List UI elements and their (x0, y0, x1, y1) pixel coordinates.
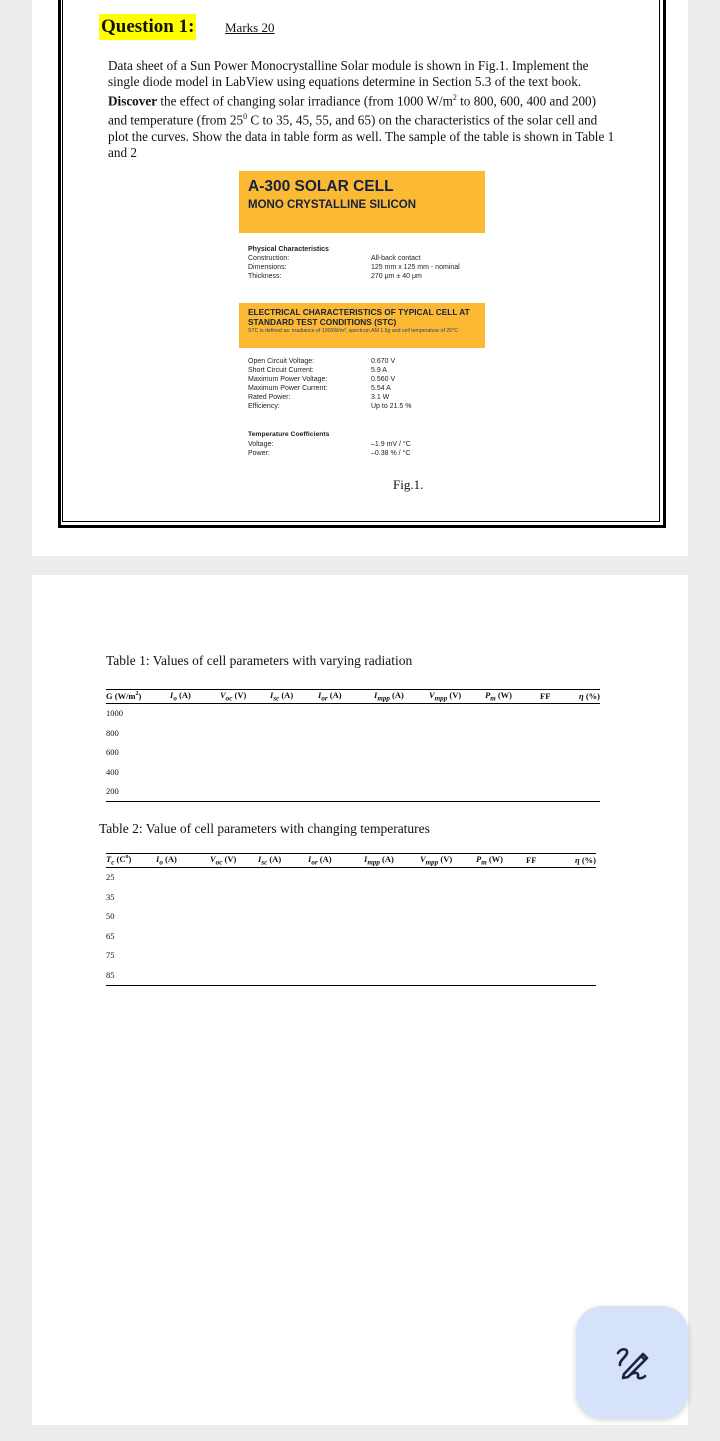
edit-pen-icon (612, 1342, 652, 1382)
datasheet-header (239, 171, 485, 233)
table-row: 600 (106, 747, 119, 758)
table-row: 200 (106, 782, 600, 802)
table-row: 50 (106, 911, 115, 922)
table-header-row: G $(W/m^2)$ $I_o$ (A) $V_{oc}$ (V) $I_{sc}$ (A) $I_{or}$ (A) $I_{mpp}$ (A) $V_{mpp}$ (V) $P_m$ (W) FF η (%) (106, 690, 600, 703)
table-row: 85 (106, 965, 596, 985)
question-marks: Marks 20 (225, 20, 275, 35)
table2 (106, 853, 596, 986)
table-header-row: $T_c$ $(C^o)$ $I_o$ (A) $V_{oc}$ (V) $I_{sc}$ (A) $I_{or}$ (A) $I_{mpp}$ (A) $V_{mpp}$ (V) $P_m$ (W) FF η (%) (106, 854, 596, 867)
table-row: 75 (106, 950, 115, 961)
table-row: 400 (106, 766, 119, 777)
table2-caption: Table 2: Value of cell parameters with changing temperatures (99, 821, 430, 836)
stc-title: ELECTRICAL CHARACTERISTICS OF TYPICAL CELL AT STANDARD TEST CONDITIONS (STC) (248, 307, 470, 327)
figure-caption: Fig.1. (393, 477, 424, 492)
table1 (106, 689, 600, 802)
document-page-2 (32, 575, 688, 1425)
stc-note: STC is defined as: irradiance of 1000W/m², spectrum AM 1.5g and cell temperature of 25°C (248, 328, 458, 334)
table1-caption: Table 1: Values of cell parameters with varying radiation (106, 653, 413, 668)
datasheet-title: A-300 SOLAR CELL (248, 178, 394, 195)
edit-fab-button[interactable] (576, 1306, 688, 1418)
table-row: 1000 (106, 708, 123, 719)
question-title: Question 1: (99, 14, 196, 40)
stc-banner (239, 303, 485, 348)
table-row: 35 (106, 891, 115, 902)
datasheet-figure: A-300 SOLAR CELL MONO CRYSTALLINE SILICON Physical Characteristics Construction: All-back contact Dimensions: 125 mm x 125 mm - nominal Thickness: 270 μm ± 40 μm ELECTRICAL CHARACTERISTICS OF TYPICAL CELL AT STANDARD TEST CONDITIONS (STC) STC is defined as: irradiance of 1000W/m², spectrum AM 1.5g and cell temperature of 25°C Open Circuit Voltage: 0.670 V Short Circuit Current: 5.9 A Maximum Power Voltage: 0.560 V Maximum Power Current: 5.54 A Rated Power: 3.1 W Efficiency: Up to 21.5 % Temperature Coefficients Voltage: –1.9 mV / °C Power: –0.38 % / °C (239, 171, 485, 471)
table-row: 65 (106, 930, 115, 941)
document-page-1 (32, 0, 688, 556)
datasheet-subtitle: MONO CRYSTALLINE SILICON (248, 199, 417, 211)
table-row: 800 (106, 727, 119, 738)
question-text: Data sheet of a Sun Power Monocrystalline Solar module is shown in Fig.1. Implement the single diode model in LabView using equations determine in Section 5.3 of the text book. Discover the effect of changing solar irradiance (from 1000 $W/m^2$ to 800, 600, 400 and 200) and temperature (from $25^0$ C to 35, 45, 55, and 65) on the characteristics of the solar cell and plot the curves. Show the data in table form as well. The sample of the table is shown in Table 1 and 2 (108, 58, 615, 160)
table-row: 25 (106, 872, 115, 883)
